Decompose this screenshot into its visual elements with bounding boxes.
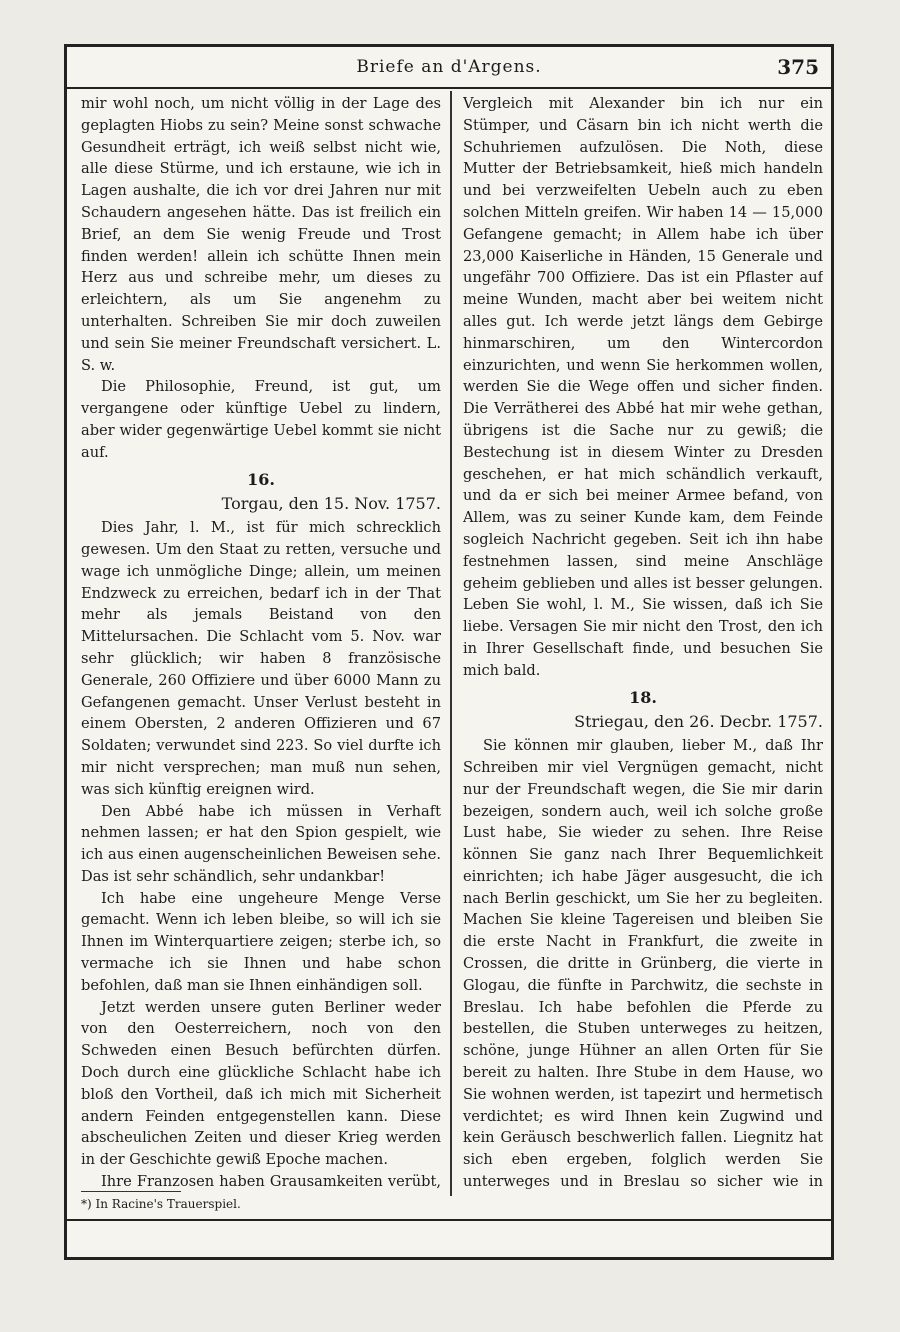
right-column bbox=[463, 93, 823, 1189]
letter-dateline: Striegau, den 26. Decbr. 1757. bbox=[574, 712, 823, 732]
paragraph: Den Abbé habe ich müssen in Verhaft nehmen lassen; er hat den Spion gespielt, wie ich aus einen augenscheinlichen Beweisen sehe. Das ist sehr schändlich, sehr undankbar! bbox=[81, 802, 441, 885]
page-number: 375 bbox=[777, 55, 819, 79]
running-title: Briefe an d'Argens. bbox=[356, 57, 542, 77]
footnote: *) In Racine's Trauerspiel. bbox=[81, 1197, 241, 1211]
column-divider bbox=[450, 91, 452, 1196]
paragraph: Ihre Franzosen haben Grausamkeiten verübt, bbox=[101, 1173, 441, 1189]
footnote-rule bbox=[81, 1191, 181, 1192]
letter-dateline: Torgau, den 15. Nov. 1757. bbox=[221, 494, 441, 514]
paragraph: Jetzt werden unsere guten Berliner weder von den Oesterreichern, noch von den Schweden einen Besuch befürchten dürfen. Doch durch eine glückliche Schlacht habe ich bloß den Vortheil, daß ich mich mit Sicherheit andern Feinden entgegenstellen kann. Diese abscheulichen Zeiten und dieser Krieg werden in der Geschichte gewiß Epoche machen. bbox=[81, 998, 441, 1169]
left-column bbox=[81, 93, 441, 1189]
paragraph: Dies Jahr, l. M., ist für mich schrecklich gewesen. Um den Staat zu retten, versuche und wage ich unmögliche Dinge; allein, um meinen Endzweck zu erreichen, bedarf ich in der That mehr als jemals Beistand von den Mittelursachen. Die Schlacht vom 5. Nov. war sehr glücklich; wir haben 8 französische Generale, 260 Offiziere und über 6000 Mann zu Gefangenen gemacht. Unser Verlust besteht in einem Obersten, 2 anderen Offizieren und 67 Soldaten; verwundet sind 223. So viel durfte ich mir nicht versprechen; man muß nun sehen, was sich künftig ereignen wird. bbox=[81, 519, 441, 798]
paragraph: Die Philosophie, Freund, ist gut, um vergangene oder künftige Uebel zu lindern, aber wider gegenwärtige Uebel kommt sie nicht auf. bbox=[81, 378, 441, 461]
letter-number: 18. bbox=[629, 687, 657, 707]
running-head bbox=[67, 47, 831, 89]
paragraph: Vergleich mit Alexander bin ich nur ein Stümper, und Cäsarn bin ich nicht werth die Schuhriemen aufzulösen. Die Noth, diese Mutter der Betriebsamkeit, hieß mich handeln und bei verzweifelten Uebeln auch zu eben solchen Mitteln greifen. Wir haben 14 — 15,000 Gefangene gemacht; in Allem habe ich über 23,000 Kaiserliche in Händen, 15 Generale und ungefähr 700 Offiziere. Das ist ein Pflaster auf meine Wunden, macht aber bei weitem nicht alles gut. Ich werde jetzt längs dem Gebirge hinmarschiren, um den Wintercordon einzurichten, und wenn Sie herkommen wollen, werden Sie die Wege offen und sicher finden. Die Verrätherei des Abbé hat mir wehe gethan, übrigens ist die Sache nur zu gewiß; die Bestechung ist in diesem Winter zu Dresden geschehen, er hat mich schändlich verkauft, und da er sich bei meiner Armee befand, von Allem, was zu seiner Kunde kam, dem Feinde sogleich Nachricht gegeben. Seit ich ihn habe festnehmen lassen, sind meine Anschläge geheim geblieben und alles ist besser gelungen. Leben Sie wohl, l. M., Sie wissen, daß ich Sie liebe. Versagen Sie mir nicht den Trost, den ich in Ihrer Gesellschaft finde, und besuchen Sie mich bald. bbox=[463, 95, 823, 679]
paragraph: Sie können mir glauben, lieber M., daß Ihr Schreiben mir viel Vergnügen gemacht, nicht nur der Freundschaft wegen, die Sie mir darin bezeigen, sondern auch, weil ich solche große Lust habe, Sie wieder zu sehen. Ihre Reise können Sie ganz nach Ihrer Bequemlichkeit einrichten; ich habe Jäger ausgesucht, die ich nach Berlin geschickt, um Sie her zu begleiten. Machen Sie kleine Tagereisen und bleiben Sie die erste Nacht in Frankfurt, die zweite in Crossen, die dritte in Grünberg, die vierte in Glogau, die fünfte in Parchwitz, die sechste in Breslau. Ich habe befohlen die Pferde zu bestellen, die Stuben unterweges zu heitzen, schöne, junge Hühner an allen Orten für Sie bereit zu halten. Ihre Stube in dem Hause, wo Sie wohnen werden, ist tapezirt und hermetisch verdichtet; es wird Ihnen kein Zugwind und kein Geräusch beschwerlich fallen. Liegnitz hat sich eben ergeben, folglich werden Sie unterweges und in Breslau so sicher wie in bbox=[463, 737, 823, 1189]
bottom-rule bbox=[67, 1219, 831, 1221]
book-page bbox=[64, 44, 834, 1260]
paragraph: mir wohl noch, um nicht völlig in der Lage des geplagten Hiobs zu sein? Meine sonst schwache Gesundheit erträgt, ich weiß selbst nicht wie, alle diese Stürme, und ich erstaune, wie ich in Lagen aushalte, die ich vor drei Jahren nur mit Schaudern angesehen hätte. Das ist freilich ein Brief, an dem Sie wenig Freude und Trost finden werden! allein ich schütte Ihnen mein Herz aus und schreibe mehr, um dieses zu erleichtern, als um Sie angenehm zu unterhalten. Schreiben Sie mir doch zuweilen und sein Sie meiner Freundschaft versichert. L. S. w. bbox=[81, 95, 441, 374]
paragraph: Ich habe eine ungeheure Menge Verse gemacht. Wenn ich leben bleibe, so will ich sie Ihnen im Winterquartiere zeigen; sterbe ich, so vermache ich sie Ihnen und habe schon befohlen, daß man sie Ihnen einhändigen soll. bbox=[81, 889, 441, 994]
letter-number: 16. bbox=[247, 469, 275, 489]
